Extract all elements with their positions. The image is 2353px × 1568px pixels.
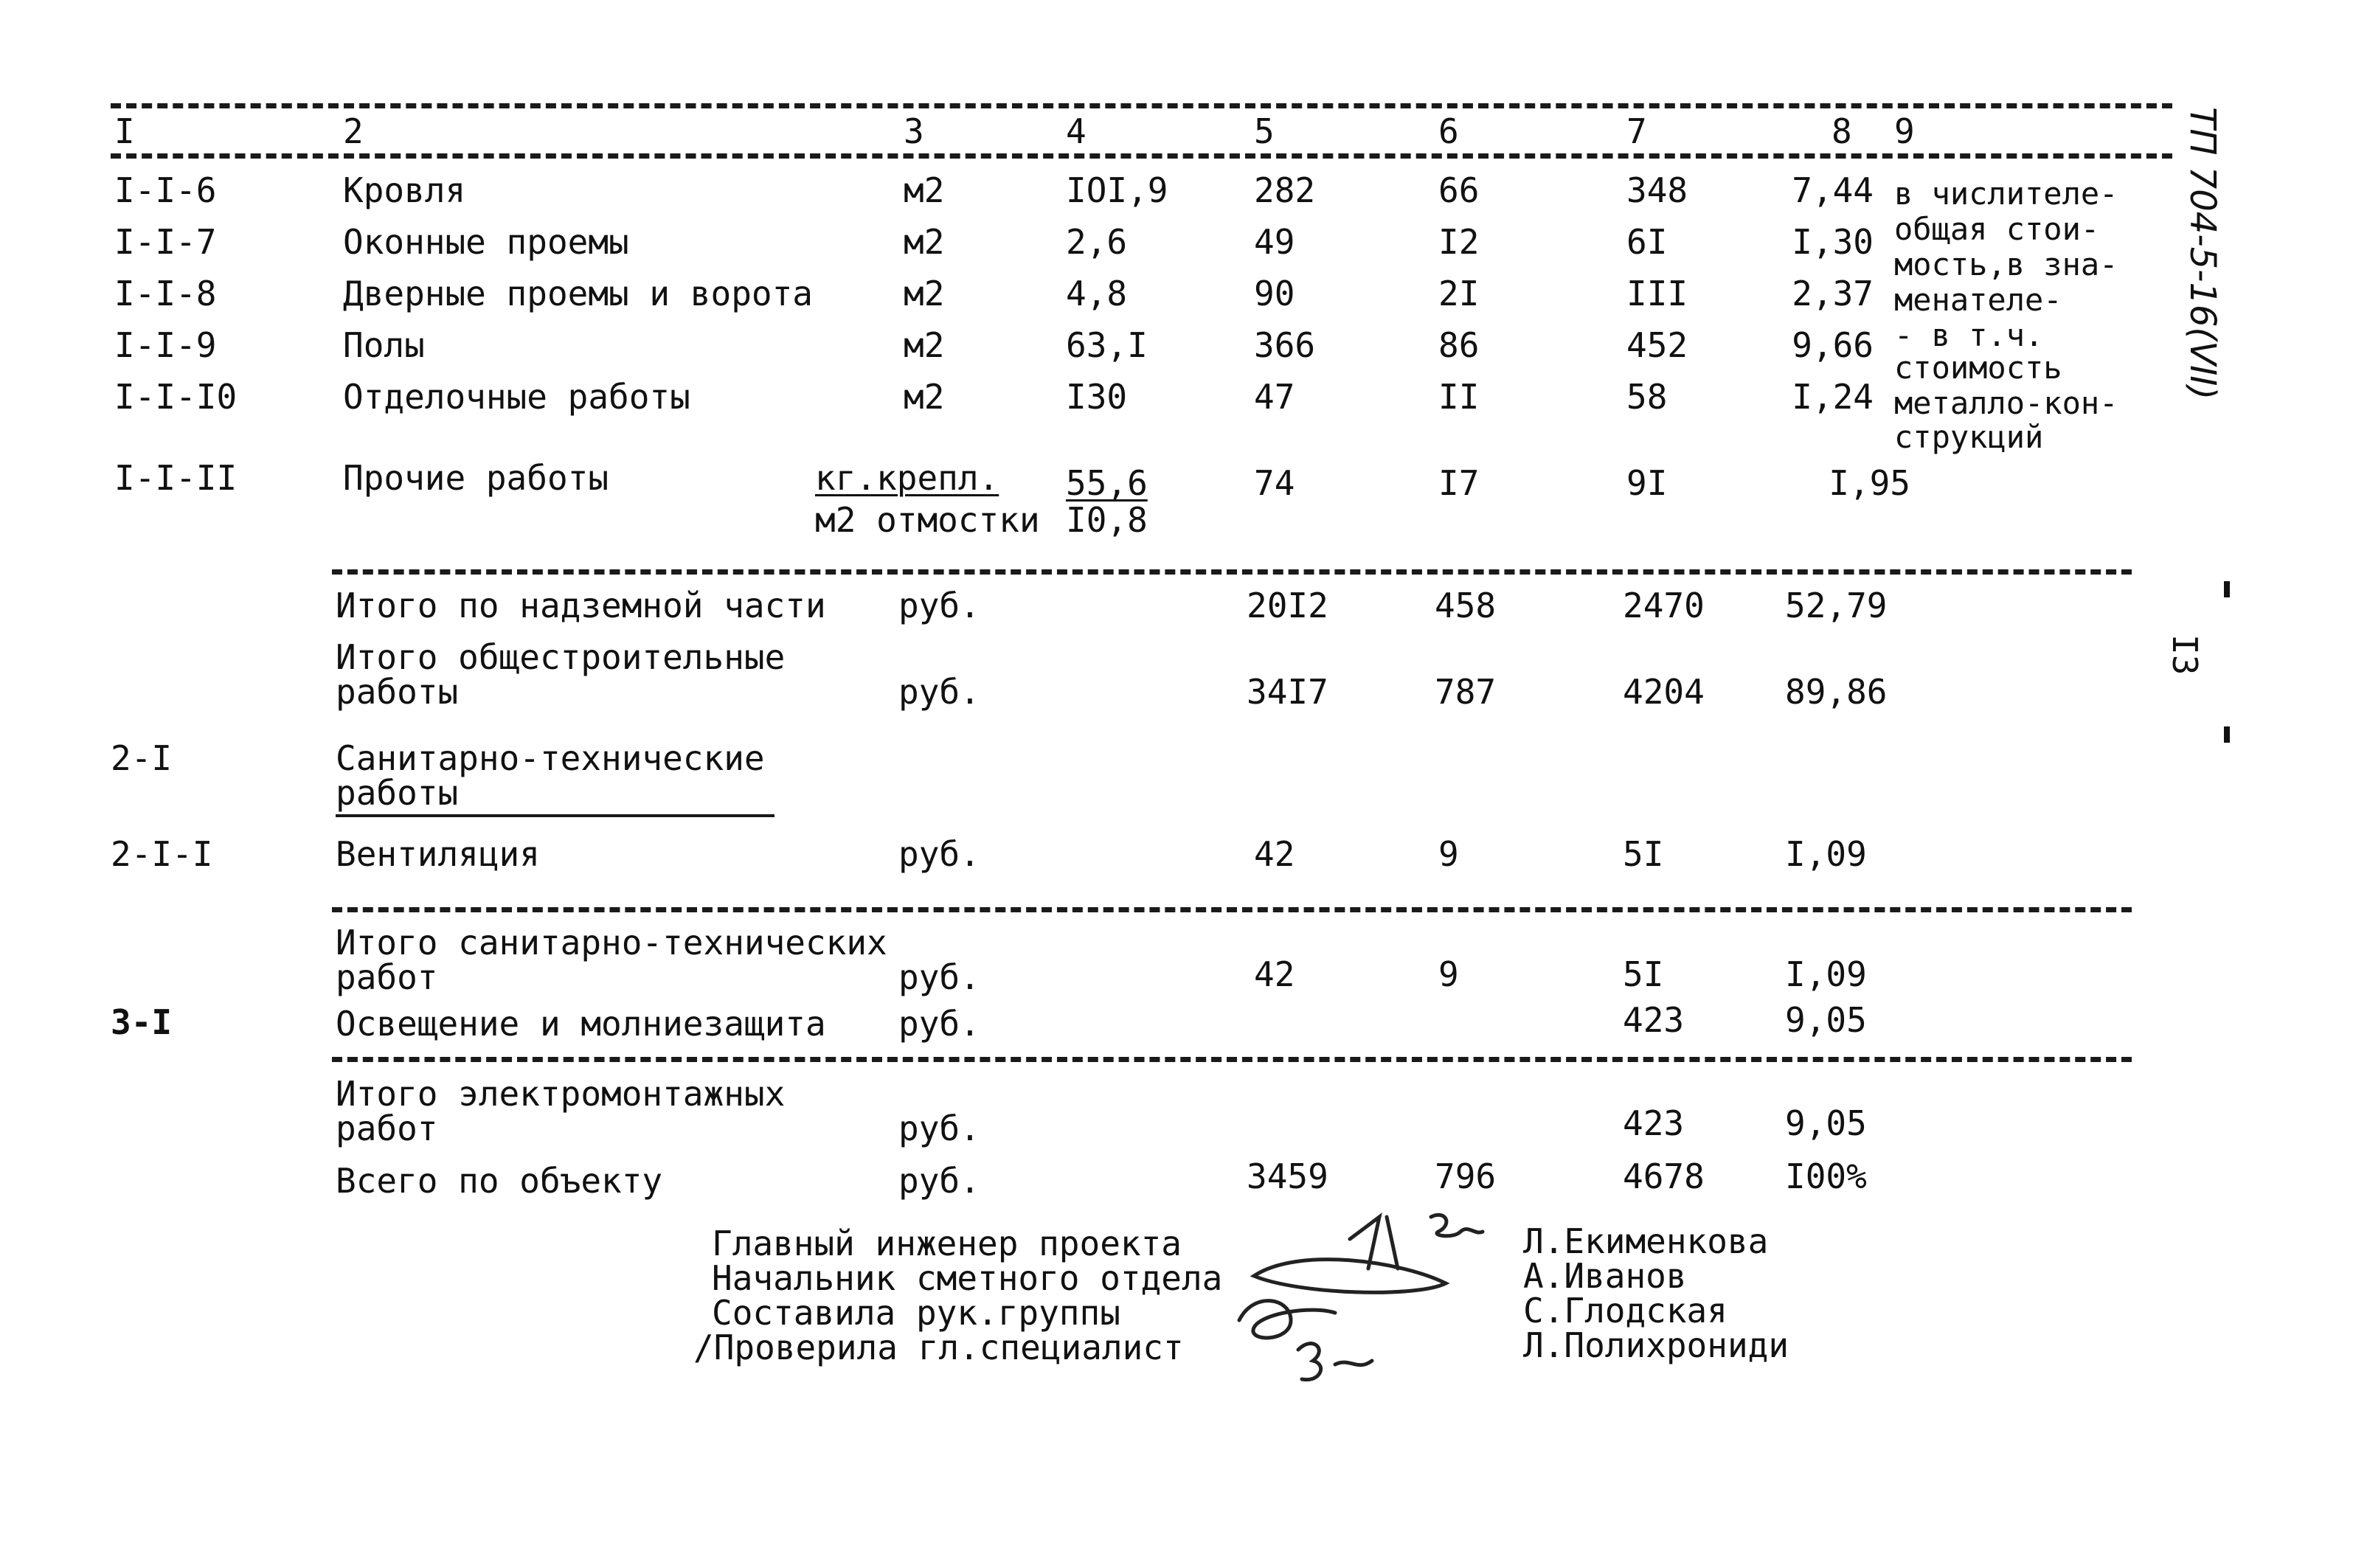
total-col6: 458 xyxy=(1435,586,1497,625)
section-title-underline xyxy=(336,814,774,817)
row-code: 2-I-I xyxy=(111,834,213,874)
row-qty: I30 xyxy=(1066,377,1128,417)
row-col8: I,24 xyxy=(1792,377,1874,417)
row-col7: 58 xyxy=(1626,377,1668,417)
row-col6: 86 xyxy=(1438,325,1480,365)
total-col5: 20I2 xyxy=(1247,586,1328,625)
signature-name: С.Глодская xyxy=(1523,1291,1728,1331)
row-qty: 2,6 xyxy=(1066,222,1128,262)
header-col-1: I xyxy=(114,111,135,151)
row-code: I-I-8 xyxy=(114,274,217,313)
row-unit: руб. xyxy=(898,1004,980,1044)
total-label-cont: работы xyxy=(336,672,459,712)
header-col-8: 8 xyxy=(1832,111,1852,151)
row-col8: 2,37 xyxy=(1792,274,1874,313)
row-col7: 423 xyxy=(1623,1000,1685,1040)
total-label: Итого по надземной части xyxy=(336,586,826,625)
total-col5: 34I7 xyxy=(1247,672,1328,712)
row-name: Полы xyxy=(343,325,425,365)
row-unit: м2 xyxy=(904,222,945,262)
row-col5: 366 xyxy=(1254,325,1316,365)
row-col6: 9 xyxy=(1438,834,1459,874)
note-line: струкций xyxy=(1894,419,2044,455)
total-unit: руб. xyxy=(898,1109,980,1148)
row-unit-fastening: кг.крепл. xyxy=(815,458,999,498)
row-qty: 4,8 xyxy=(1066,274,1128,313)
row-code: I-I-II xyxy=(114,458,238,498)
signature-name: А.Иванов xyxy=(1523,1256,1687,1296)
row-unit: м2 xyxy=(904,377,945,417)
row-col6: 2I xyxy=(1438,274,1480,313)
signature-role: Составила рук.группы xyxy=(712,1293,1120,1333)
signature-name: Л.Полихрониди xyxy=(1523,1325,1789,1365)
row-name: Оконные проемы xyxy=(343,222,629,262)
row-unit-paving: м2 отмостки xyxy=(815,500,1040,540)
note-line: менателе- xyxy=(1894,282,2062,318)
header-col-3: 3 xyxy=(904,111,924,151)
row-col7: 452 xyxy=(1626,325,1688,365)
row-col5: 49 xyxy=(1254,222,1295,262)
row-code: 3-I xyxy=(111,1002,173,1042)
row-code: I-I-7 xyxy=(114,222,217,262)
section-rule xyxy=(332,569,2132,575)
row-unit: м2 xyxy=(904,325,945,365)
total-col7: 2470 xyxy=(1623,586,1705,625)
row-col5: 282 xyxy=(1254,170,1316,210)
header-col-2: 2 xyxy=(343,111,364,151)
header-col-6: 6 xyxy=(1438,111,1459,151)
row-code: I-I-6 xyxy=(114,170,217,210)
note-line: в числителе- xyxy=(1894,176,2118,212)
row-col8: I,09 xyxy=(1785,834,1867,874)
row-name: Дверные проемы и ворота xyxy=(343,274,813,313)
row-col8: I,30 xyxy=(1792,222,1874,262)
total-col7: 4204 xyxy=(1623,672,1705,712)
row-name: Вентиляция xyxy=(336,834,540,874)
total-unit: руб. xyxy=(898,586,980,625)
row-col6: I7 xyxy=(1438,463,1480,503)
header-top-rule xyxy=(111,103,2172,108)
row-col5: 74 xyxy=(1254,463,1295,503)
row-col6: 66 xyxy=(1438,170,1480,210)
row-code: I-I-I0 xyxy=(114,377,238,417)
row-col7: III xyxy=(1626,274,1688,313)
page-mark xyxy=(2224,726,2230,743)
total-label: Итого общестроительные xyxy=(336,637,786,677)
page-number: I3 xyxy=(2165,634,2205,676)
total-col7: 5I xyxy=(1623,954,1664,994)
total-col8: 89,86 xyxy=(1785,672,1888,712)
total-col5: 42 xyxy=(1254,954,1295,994)
row-unit: руб. xyxy=(898,834,980,874)
row-col8: 9,66 xyxy=(1792,325,1874,365)
total-col6: 787 xyxy=(1435,672,1497,712)
total-label-cont: работ xyxy=(336,1109,438,1148)
header-col-5: 5 xyxy=(1254,111,1275,151)
row-code: I-I-9 xyxy=(114,325,217,365)
signature-role: Начальник сметного отдела xyxy=(712,1258,1223,1298)
grand-col8: I00% xyxy=(1785,1156,1867,1196)
row-qty: IOI,9 xyxy=(1066,170,1168,210)
signature-role: /Проверила гл.специалист xyxy=(693,1328,1184,1367)
total-col7: 423 xyxy=(1623,1103,1685,1143)
total-col6: 9 xyxy=(1438,954,1459,994)
note-line: металло-кон- xyxy=(1894,385,2118,421)
grand-label: Всего по объекту xyxy=(336,1161,663,1201)
row-col8: 7,44 xyxy=(1792,170,1874,210)
section-code: 2-I xyxy=(111,738,173,778)
total-col8: 52,79 xyxy=(1785,586,1888,625)
row-col7: 348 xyxy=(1626,170,1688,210)
note-line: общая стои- xyxy=(1894,211,2100,247)
row-col6: II xyxy=(1438,377,1480,417)
row-col7: 6I xyxy=(1626,222,1668,262)
header-col-9: 9 xyxy=(1894,111,1915,151)
row-name: Кровля xyxy=(343,170,466,210)
grand-col7: 4678 xyxy=(1623,1156,1705,1196)
row-qty-paving: I0,8 xyxy=(1066,500,1148,540)
row-col8: 9,05 xyxy=(1785,1000,1867,1040)
section-title: Санитарно-технические xyxy=(336,738,765,778)
document-code: ТП 704-5-16(VII) xyxy=(2182,107,2223,400)
section-title-cont: работы xyxy=(336,773,459,813)
note-line: стоимость xyxy=(1894,350,2062,386)
row-col5: 42 xyxy=(1254,834,1295,874)
grand-col5: 3459 xyxy=(1247,1156,1328,1196)
total-unit: руб. xyxy=(898,957,980,997)
row-name: Освещение и молниезащита xyxy=(336,1004,826,1044)
grand-col6: 796 xyxy=(1435,1156,1497,1196)
row-col6: I2 xyxy=(1438,222,1480,262)
signature-name: Л.Екименкова xyxy=(1523,1221,1769,1261)
header-bottom-rule xyxy=(111,153,2172,159)
handwritten-signatures xyxy=(1210,1202,1519,1409)
row-unit: м2 xyxy=(904,274,945,313)
note-line: - в т.ч. xyxy=(1894,317,2044,353)
row-col7: 9I xyxy=(1626,463,1668,503)
section-rule xyxy=(332,1057,2132,1062)
total-col8: I,09 xyxy=(1785,954,1867,994)
row-col5: 47 xyxy=(1254,377,1295,417)
row-col5: 90 xyxy=(1254,274,1295,313)
header-col-4: 4 xyxy=(1066,111,1087,151)
section-rule xyxy=(332,907,2132,912)
row-col8: I,95 xyxy=(1829,463,1910,503)
grand-unit: руб. xyxy=(898,1161,980,1201)
row-col7: 5I xyxy=(1623,834,1664,874)
total-label-cont: работ xyxy=(336,957,438,997)
row-name: Прочие работы xyxy=(343,458,609,498)
page-mark xyxy=(2224,581,2230,597)
total-unit: руб. xyxy=(898,672,980,712)
total-label: Итого санитарно-технических xyxy=(336,923,887,962)
row-qty: 63,I xyxy=(1066,325,1148,365)
row-qty-fastening: 55,6 xyxy=(1066,463,1148,503)
total-col8: 9,05 xyxy=(1785,1103,1867,1143)
row-name: Отделочные работы xyxy=(343,377,690,417)
signature-role: Главный инженер проекта xyxy=(712,1224,1182,1263)
total-label: Итого электромонтажных xyxy=(336,1074,786,1114)
row-unit: м2 xyxy=(904,170,945,210)
note-line: мость,в зна- xyxy=(1894,246,2118,282)
header-col-7: 7 xyxy=(1626,111,1647,151)
